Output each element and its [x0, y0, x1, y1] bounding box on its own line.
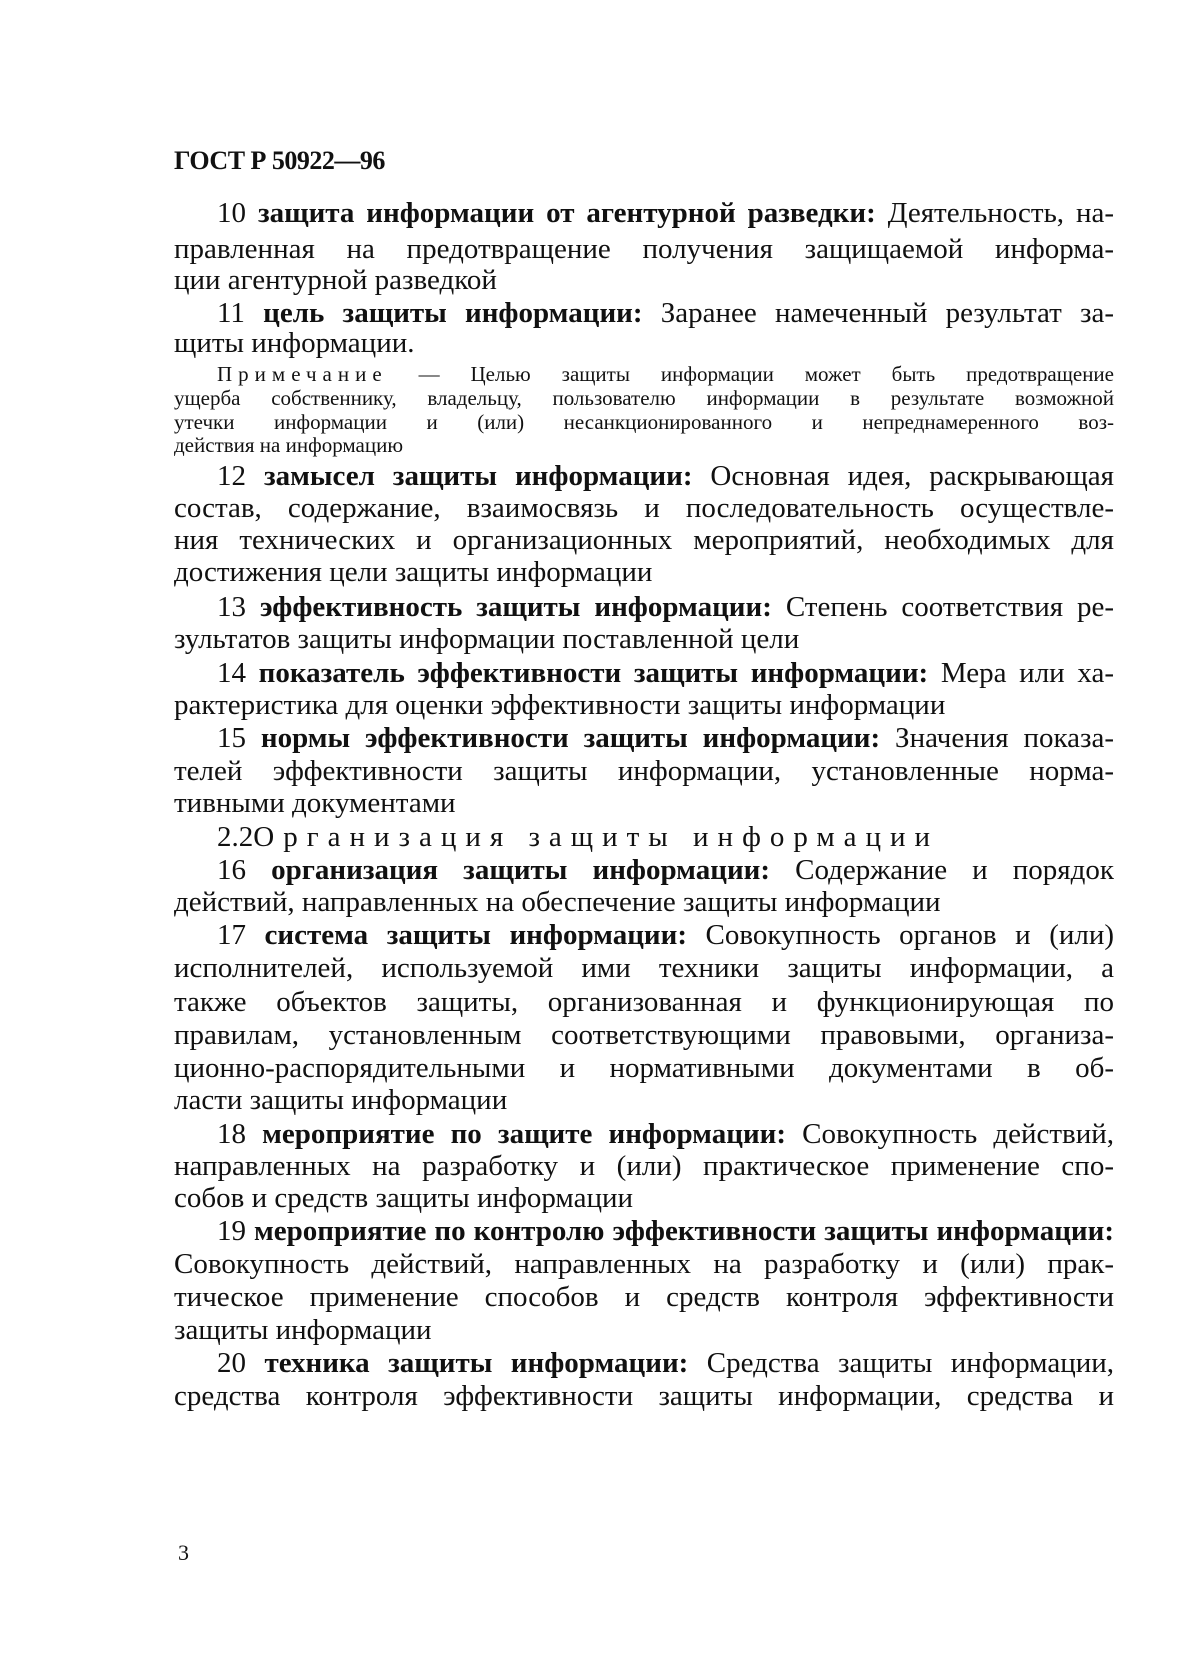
term-18-line-2: направленных на разработку и (или) практическое применение спо- — [174, 1150, 1114, 1182]
term-18-line-1 — [217, 1117, 1114, 1151]
term-13-line-1 — [217, 590, 1114, 624]
term-text: Средства защиты информации, — [688, 1347, 1115, 1379]
note-text: — Целью защиты информации может быть предотвращение — [387, 362, 1114, 386]
term-number: 13 — [217, 591, 246, 623]
term-title: техника защиты информации: — [264, 1347, 689, 1379]
term-16-line-2: действий, направленных на обеспечение защиты информации — [174, 886, 941, 918]
term-text: Заранее намеченный результат за- — [642, 297, 1114, 329]
term-text: Мера или ха- — [928, 657, 1114, 689]
term-14-line-1 — [217, 656, 1114, 690]
term-text: Совокупность органов и (или) — [687, 919, 1115, 951]
term-12-line-4: достижения цели защиты информации — [174, 556, 653, 588]
term-title: показатель эффективности защиты информации: — [258, 657, 929, 689]
term-text: Значения показа- — [880, 722, 1115, 754]
term-10-line-2: правленная на предотвращение получения защищаемой информа- — [174, 233, 1114, 265]
term-17-line-3: также объектов защиты, организованная и функционирующая по — [174, 986, 1114, 1018]
document-header: ГОСТ Р 50922—96 — [174, 146, 385, 175]
term-text: Основная идея, раскрывающая — [692, 460, 1114, 492]
term-14-line-2: рактеристика для оценки эффективности защиты информации — [174, 689, 946, 721]
term-title: мероприятие по защите информации: — [262, 1118, 787, 1150]
term-title: эффективность защиты информации: — [259, 591, 772, 623]
term-number: 14 — [217, 657, 246, 689]
term-13-line-2: зультатов защиты информации поставленной цели — [174, 623, 800, 655]
term-title: защита информации от агентурной разведки: — [257, 197, 876, 229]
term-16-line-1 — [217, 853, 1114, 887]
term-17-line-5: ционно-распорядительными и нормативными документами в об- — [174, 1052, 1114, 1084]
term-17-line-4: правилам, установленным соответствующими правовыми, организа- — [174, 1019, 1114, 1051]
term-19-line-3: тическое применение способов и средств контроля эффективности — [174, 1281, 1114, 1313]
term-title: система защиты информации: — [264, 919, 687, 951]
term-number: 19 — [217, 1215, 246, 1247]
term-15-line-3: тивными документами — [174, 787, 456, 819]
term-12-line-3: ния технических и организационных мероприятий, необходимых для — [174, 524, 1114, 556]
term-11-line-1 — [217, 296, 1114, 330]
term-20-line-2: средства контроля эффективности защиты информации, средства и — [174, 1380, 1114, 1412]
term-10-line-3: ции агентурной разведкой — [174, 264, 497, 296]
term-17-line-2: исполнителей, используемой ими техники защиты информации, а — [174, 952, 1114, 984]
page-number: 3 — [178, 1540, 189, 1565]
term-text: Содержание и порядок — [770, 854, 1114, 886]
term-title: организация защиты информации: — [271, 854, 771, 886]
term-20-line-1 — [217, 1346, 1114, 1380]
section-number: 2.2 — [217, 821, 254, 853]
term-11-line-2: щиты информации. — [174, 327, 415, 359]
note-line-4: действия на информацию — [174, 433, 404, 457]
term-title: нормы эффективности защиты информации: — [260, 722, 881, 754]
term-17-line-6: ласти защиты информации — [174, 1084, 508, 1116]
term-number: 16 — [217, 854, 246, 886]
term-number: 10 — [217, 197, 246, 229]
note-line-2: ущерба собственнику, владельцу, пользователю информации в результате возможной — [174, 386, 1114, 410]
term-17-line-1 — [217, 918, 1114, 952]
term-title: цель защиты информации: — [263, 297, 643, 329]
note-line-3: утечки информации и (или) несанкционированного и непреднамеренного воз- — [174, 410, 1114, 434]
term-number: 12 — [217, 460, 246, 492]
term-text: Деятельность, на- — [875, 197, 1115, 229]
section-heading — [217, 820, 1114, 854]
term-title: мероприятие по контролю эффективности защиты информации: — [254, 1215, 1114, 1247]
term-19-line-1 — [217, 1214, 1114, 1248]
term-number: 17 — [217, 919, 246, 951]
term-12-line-2: состав, содержание, взаимосвязь и последовательность осуществле- — [174, 492, 1114, 524]
term-number: 18 — [217, 1118, 246, 1150]
term-19-line-2: Совокупность действий, направленных на разработку и (или) прак- — [174, 1248, 1114, 1280]
term-text: Степень соответствия ре- — [771, 591, 1115, 623]
term-10-line-1 — [217, 196, 1114, 230]
term-15-line-2: телей эффективности защиты информации, установленные норма- — [174, 755, 1114, 787]
term-number: 11 — [217, 297, 245, 329]
term-number: 15 — [217, 722, 246, 754]
term-title: замысел защиты информации: — [263, 460, 693, 492]
term-text: Совокупность действий, — [786, 1118, 1115, 1150]
note-line-1 — [217, 362, 1114, 387]
term-number: 20 — [217, 1347, 246, 1379]
section-title: Организация защиты информации — [253, 821, 940, 853]
term-19-line-4: защиты информации — [174, 1314, 432, 1346]
term-12-line-1 — [217, 459, 1114, 493]
term-18-line-3: собов и средств защиты информации — [174, 1182, 634, 1214]
term-15-line-1 — [217, 721, 1114, 755]
note-label: Примечание — [217, 362, 388, 386]
